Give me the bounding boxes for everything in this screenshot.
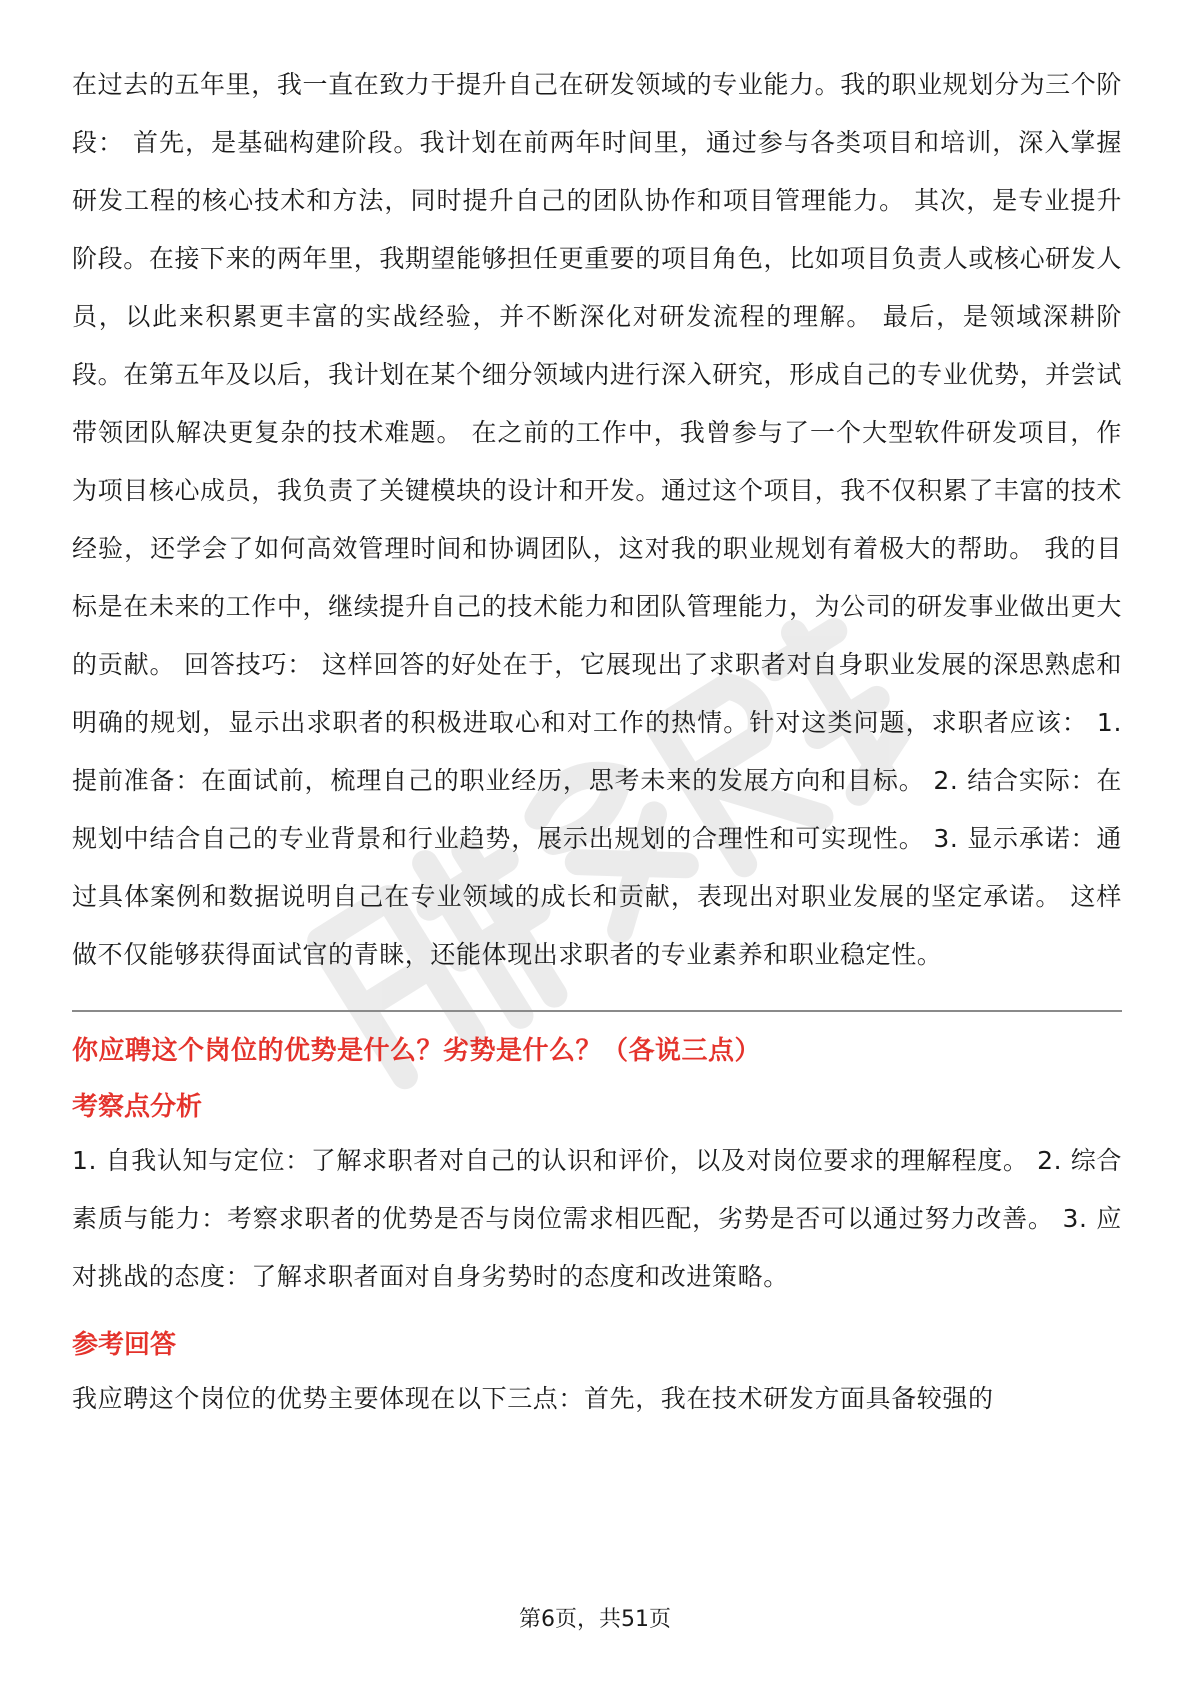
page-number-footer: 第6页，共51页 <box>519 1607 671 1632</box>
analysis-heading: 考察点分析 <box>72 1092 203 1122</box>
answer-heading: 参考回答 <box>72 1330 177 1360</box>
answer-paragraph: 我应聘这个岗位的优势主要体现在以下三点：首先，我在技术研发方面具备较强的 <box>72 1384 994 1413</box>
main-content <box>72 56 1122 1428</box>
section-divider <box>72 1010 1122 1012</box>
question-title: 你应聘这个岗位的优势是什么？劣势是什么？（各说三点） <box>72 1036 762 1066</box>
analysis-paragraph: 1. 自我认知与定位：了解求职者对自己的认识和评价，以及对岗位要求的理解程度。 2. 综合素质与能力：考察求职者的优势是否与岗位需求相匹配，劣势是否可以通过努力改善。 3. 应对挑战的态度：了解求职者面对自身劣势时的态度和改进策略。 <box>72 1146 1122 1291</box>
body-paragraph: 在过去的五年里，我一直在致力于提升自己在研发领域的专业能力。我的职业规划分为三个阶段： 首先，是基础构建阶段。我计划在前两年时间里，通过参与各类项目和培训，深入掌握研发工程的核心技术和方法，同时提升自己的团队协作和项目管理能力。 其次，是专业提升阶段。在接下来的两年里，我期望能够担任更重要的项目角色，比如项目负责人或核心研发人员，以此来积累更丰富的实战经验，并不断深化对研发流程的理解。 最后，是领域深耕阶段。在第五年及以后，我计划在某个细分领域内进行深入研究，形成自己的专业优势，并尝试带领团队解决更复杂的技术难题。 在之前的工作中，我曾参与了一个大型软件研发项目，作为项目核心成员，我负责了关键模块的设计和开发。通过这个项目，我不仅积累了丰富的技术经验，还学会了如何高效管理时间和协调团队，这对我的职业规划有着极大的帮助。 我的目标是在未来的工作中，继续提升自己的技术能力和团队管理能力，为公司的研发事业做出更大的贡献。 回答技巧： 这样回答的好处在于，它展现出了求职者对自身职业发展的深思熟虑和明确的规划，显示出求职者的积极进取心和对工作的热情。针对这类问题，求职者应该： 1. 提前准备：在面试前，梳理自己的职业经历，思考未来的发展方向和目标。 2. 结合实际：在规划中结合自己的专业背景和行业趋势，展示出规划的合理性和可实现性。 3. 显示承诺：通过具体案例和数据说明自己在专业领域的成长和贡献，表现出对职业发展的坚定承诺。 这样做不仅能够获得面试官的青睐，还能体现出求职者的专业素养和职业稳定性。 <box>72 70 1122 969</box>
